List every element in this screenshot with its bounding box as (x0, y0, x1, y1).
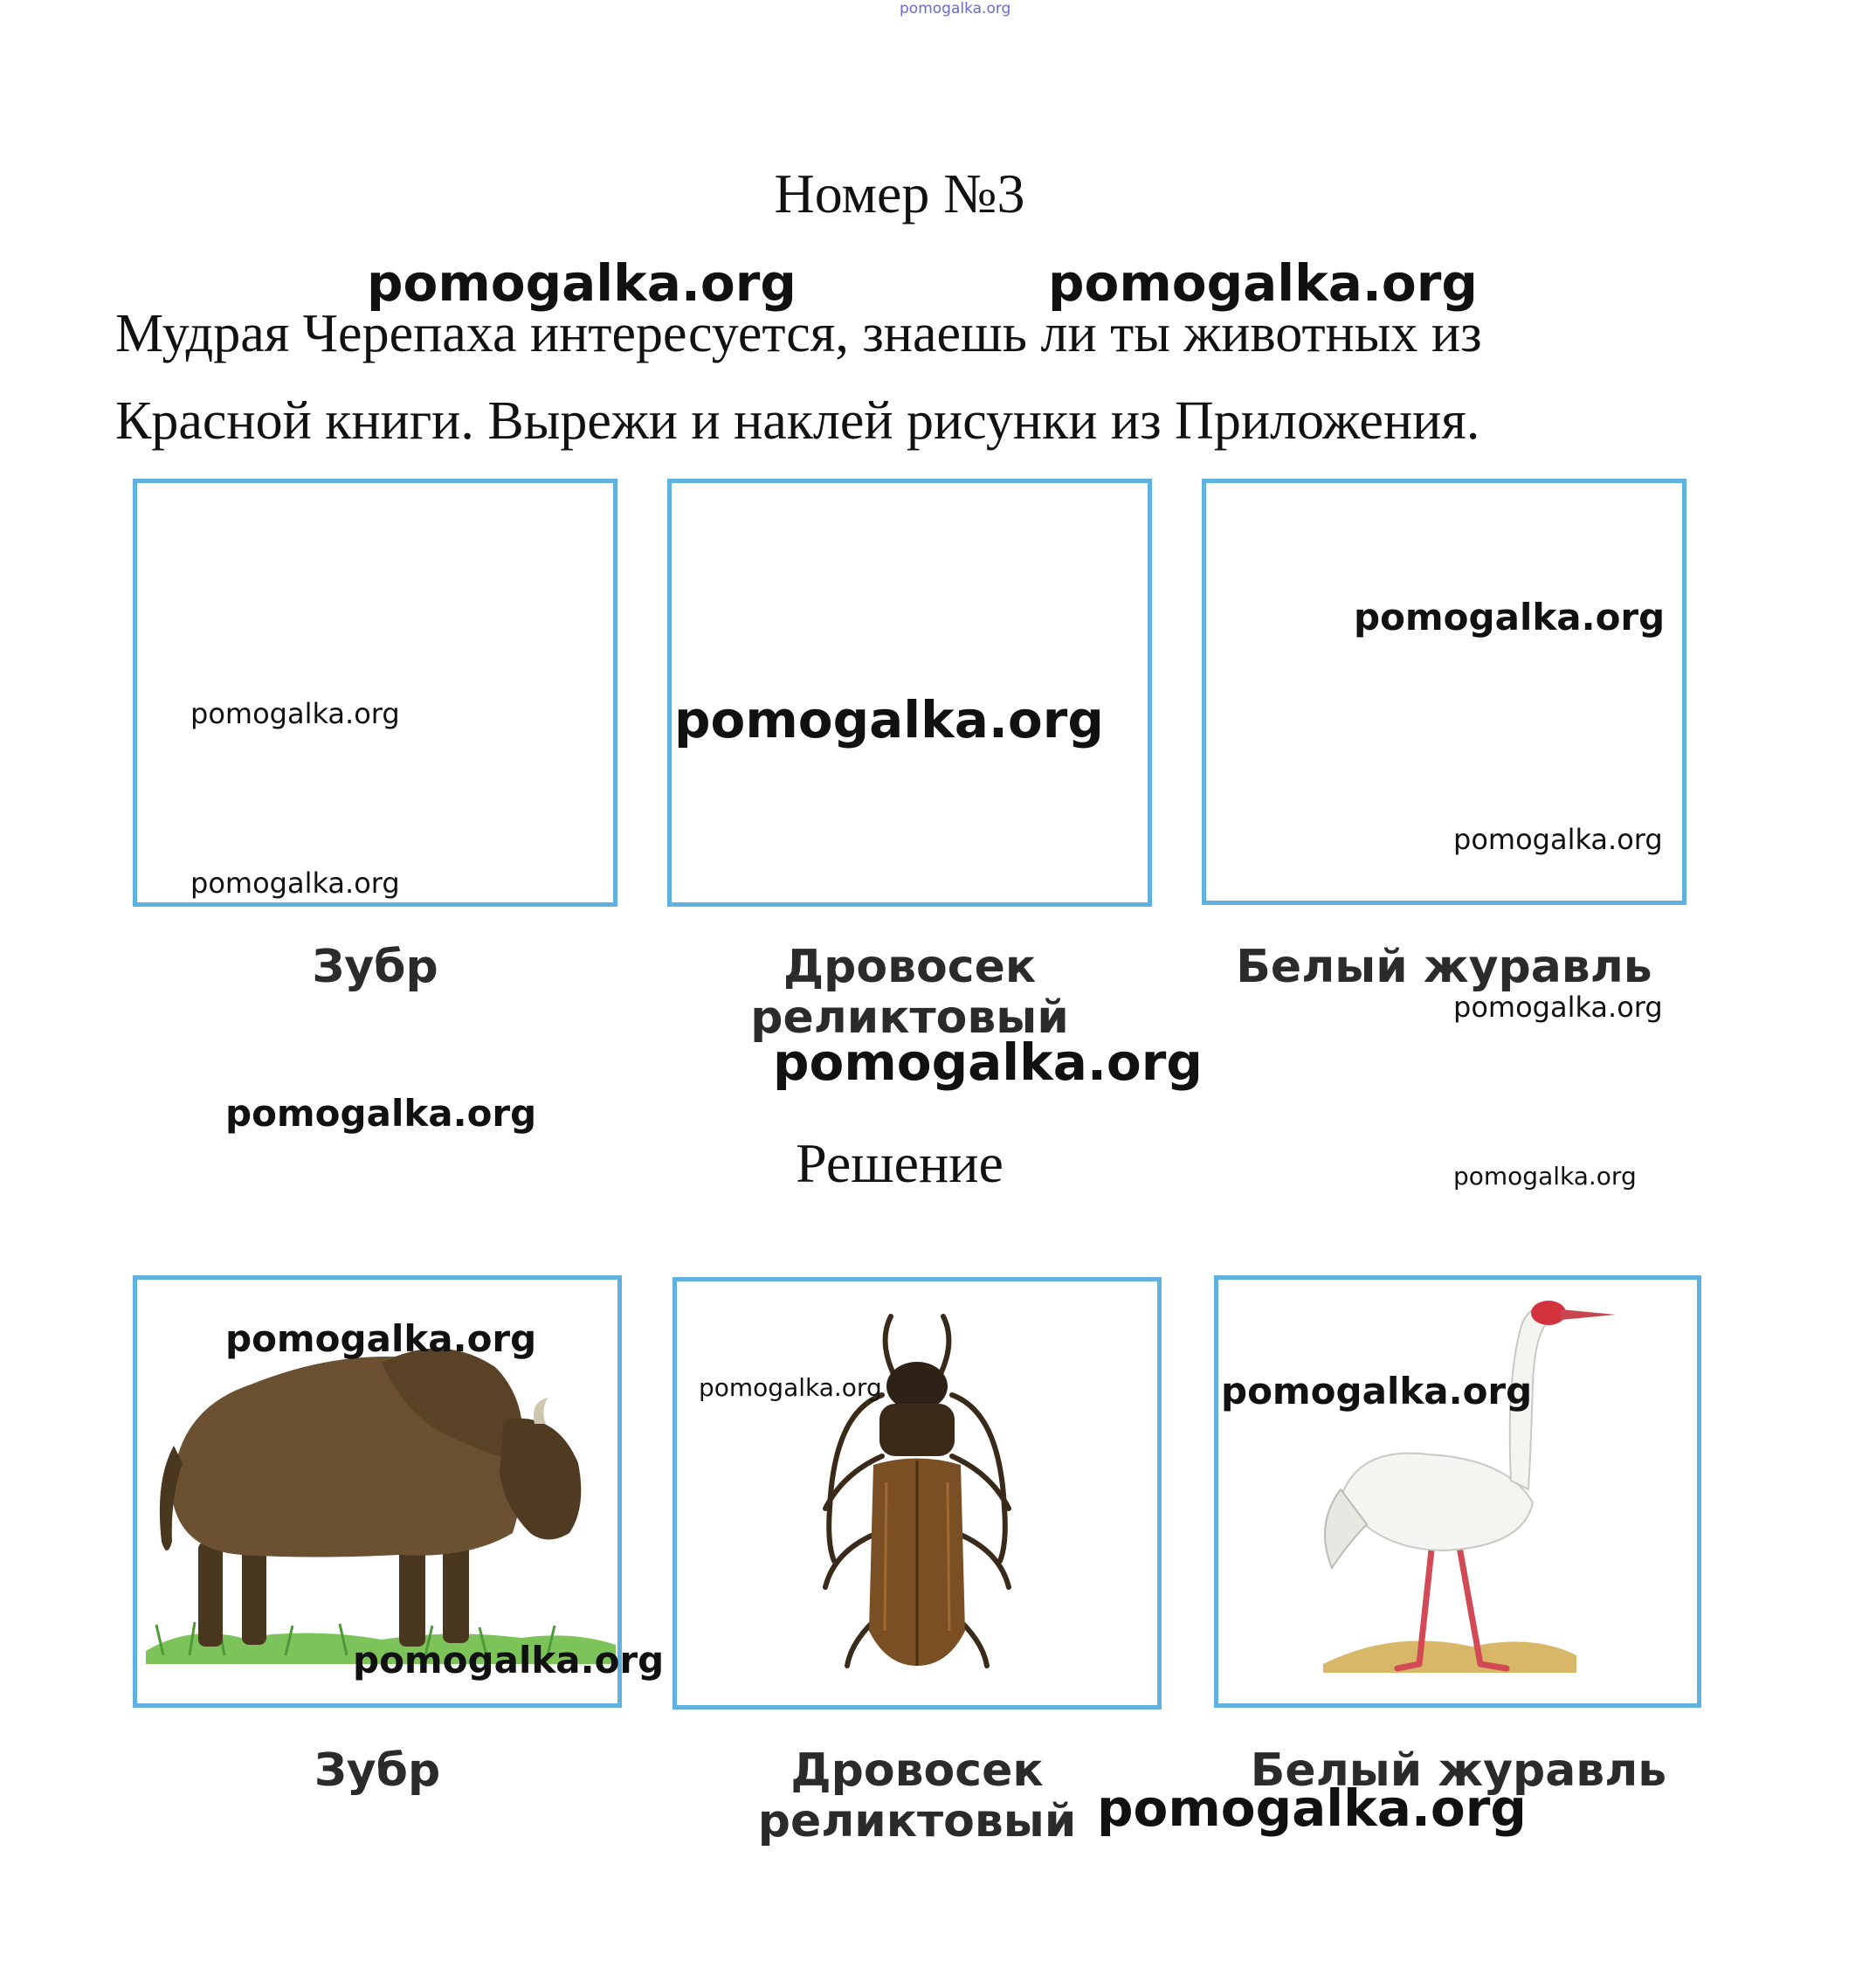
watermark: pomogalka.org (367, 253, 797, 313)
task-text (115, 290, 1775, 465)
solution-caption-bison: Зубр (314, 1744, 441, 1797)
solution-frame-beetle (672, 1277, 1162, 1709)
watermark: pomogalka.org (674, 690, 1104, 749)
watermark: pomogalka.org (699, 1373, 882, 1402)
watermark: pomogalka.org (353, 1639, 665, 1682)
watermark: pomogalka.org (190, 697, 400, 730)
watermark: pomogalka.org (190, 867, 400, 900)
watermark: pomogalka.org (1453, 823, 1663, 856)
watermark: pomogalka.org (225, 1092, 537, 1135)
solution-frame-crane (1214, 1275, 1701, 1708)
top-watermark: pomogalka.org (900, 0, 1011, 17)
solution-caption-beetle: Дровосек реликтовый (757, 1744, 1077, 1847)
caption-crane: Белый журавль (1236, 941, 1652, 993)
watermark: pomogalka.org (773, 1032, 1203, 1092)
caption-beetle: Дровосек реликтовый (750, 941, 1069, 1044)
beetle-illustration (677, 1281, 1157, 1705)
watermark: pomogalka.org (1453, 1162, 1637, 1191)
task-line-2: Красной книги. Вырежи и наклей рисунки из Приложения. (115, 391, 1480, 451)
watermark: pomogalka.org (1048, 253, 1478, 313)
watermark: pomogalka.org (1221, 1370, 1533, 1412)
watermark: pomogalka.org (1097, 1778, 1527, 1838)
watermark: pomogalka.org (1453, 991, 1663, 1024)
watermark: pomogalka.org (1354, 596, 1666, 639)
solution-caption-crane: Белый журавль (1250, 1744, 1667, 1797)
task-line-1: Мудрая Черепаха интересуется, знаешь ли ты животных из (115, 304, 1482, 363)
empty-frame-bison (133, 479, 617, 907)
crane-illustration (1218, 1280, 1697, 1703)
solution-heading: Решение (796, 1132, 1004, 1194)
caption-bison: Зубр (312, 941, 438, 993)
watermark: pomogalka.org (225, 1317, 537, 1360)
page-title: Номер №3 (774, 162, 1025, 224)
